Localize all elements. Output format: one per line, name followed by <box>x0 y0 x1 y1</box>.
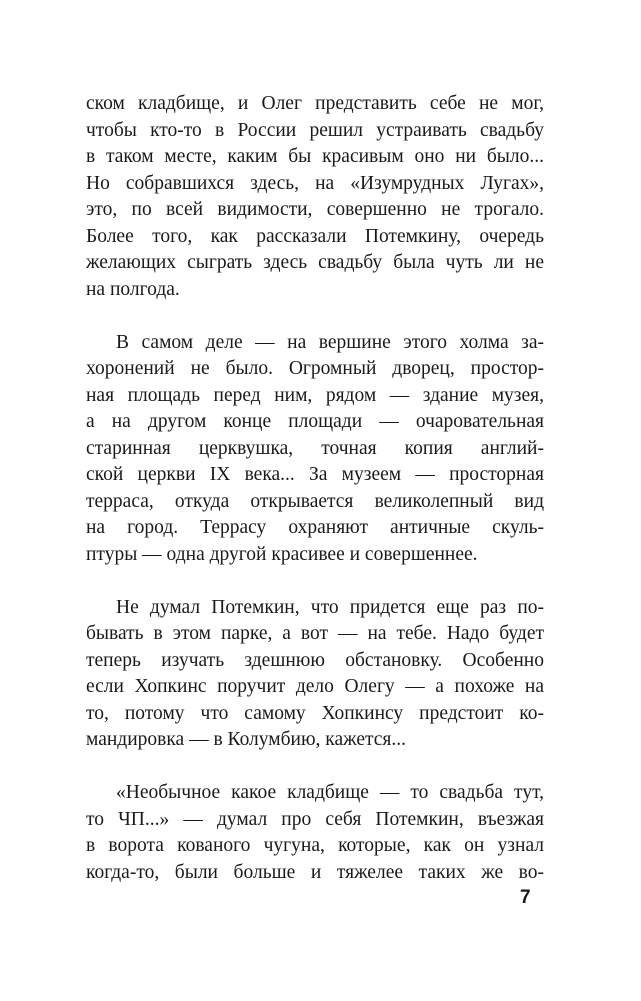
page-body <box>86 91 544 886</box>
paragraph-1 <box>86 91 544 303</box>
text-line: старинная церквушка, точная копия англий- <box>86 437 544 459</box>
text-line: в таком месте, каким бы красивым оно ни было... <box>86 146 544 167</box>
text-line: на город. Террасу охраняют античные скуль- <box>86 517 544 538</box>
text-line: то, потому что самому Хопкинсу предстоит ко- <box>86 702 544 724</box>
text-line: ная площадь перед ним, рядом — здание музея, <box>86 384 544 406</box>
text-line: а на другом конце площади — очаровательная <box>86 411 544 432</box>
paragraph-2 <box>86 330 544 569</box>
text-line: чтобы кто-то в России решил устраивать свадьбу <box>86 119 544 141</box>
text-line: птуры — одна другой красивее и совершеннее. <box>86 543 478 565</box>
text-line: желающих сыграть здесь свадьбу была чуть ли не <box>86 252 544 273</box>
text-line: терраса, откуда открывается великолепный вид <box>86 490 544 512</box>
paragraph-3 <box>86 595 544 754</box>
text-line: бывать в этом парке, а вот — на тебе. Надо будет <box>86 623 544 644</box>
text-line: ском кладбище, и Олег представить себе не мог, <box>86 93 544 114</box>
text-line: если Хопкинс поручит дело Олегу — а похоже на <box>86 676 544 697</box>
text-line: Более того, как рассказали Потемкину, очередь <box>86 225 544 247</box>
text-line: «Необычное какое кладбище — то свадьба тут, <box>116 782 544 803</box>
text-line: это, по всей видимости, совершенно не трогало. <box>86 199 544 220</box>
paragraph-gap <box>86 568 544 595</box>
text-line: мандировка — в Колумбию, кажется... <box>86 729 407 750</box>
text-line: ской церкви IX века... За музеем — просторная <box>86 464 544 485</box>
text-line: В самом деле — на вершине этого холма за- <box>116 331 544 353</box>
text-line: в ворота кованого чугуна, которые, как он узнал <box>86 835 544 856</box>
text-line: хоронений не было. Огромный дворец, простор- <box>86 358 544 379</box>
text-line: на полгода. <box>86 278 180 300</box>
text-line: Не думал Потемкин, что придется еще раз по- <box>116 596 544 618</box>
paragraph-gap <box>86 754 544 781</box>
paragraph-4 <box>86 780 544 886</box>
text-line: теперь изучать здешнюю обстановку. Особенно <box>86 649 544 671</box>
paragraph-gap <box>86 303 544 330</box>
text-line: то ЧП...» — думал про себя Потемкин, въезжая <box>86 808 544 830</box>
text-line: Но собравшихся здесь, на «Изумрудных Лугах», <box>86 172 544 194</box>
text-line: когда-то, были больше и тяжелее таких же во- <box>86 861 544 883</box>
page-number: 7 <box>520 887 531 908</box>
